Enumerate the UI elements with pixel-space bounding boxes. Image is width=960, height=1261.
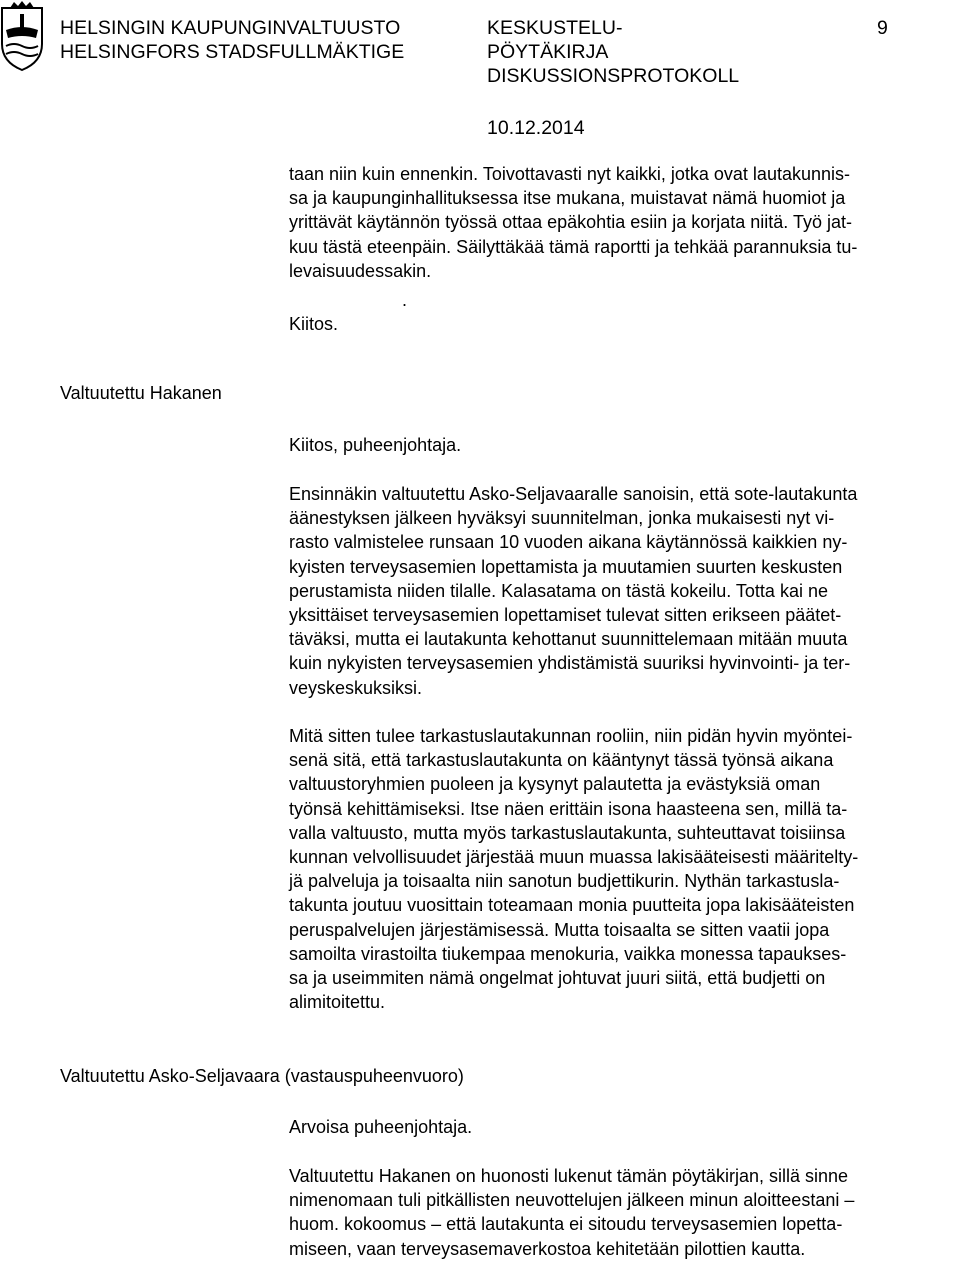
doc-type-finnish: KESKUSTELU- xyxy=(487,17,623,39)
document-header-organization xyxy=(60,16,404,64)
speech-greeting: Kiitos, puheenjohtaja. xyxy=(289,435,462,455)
speech-paragraph-3: Valtuutettu Hakanen on huonosti lukenut tämän pöytäkirjan, sillä sinne nimenomaan tuli pitkällisten neuvottelujen jälkeen minun aloitteestani – huom. kokoomus – että lautakunta ei sitoudu terveysasemien lopetta- miseen, vaan terveysasemaverkostoa kehitetään pilottien kautta. xyxy=(289,1166,855,1259)
document-date: 10.12.2014 xyxy=(487,117,585,139)
speaker-name-hakanen: Valtuutettu Hakanen xyxy=(60,383,222,403)
org-name-swedish: HELSINGFORS STADSFULLMÄKTIGE xyxy=(60,41,405,63)
document-header-type xyxy=(487,16,739,88)
helsinki-coat-of-arms-icon xyxy=(0,0,44,72)
doc-type-swedish: DISKUSSIONSPROTOKOLL xyxy=(487,65,740,87)
speech-paragraph-1: Ensinnäkin valtuutettu Asko-Seljavaaralle sanoisin, että sote-lautakunta äänestyksen jälkeen hyväksyi suunnitelman, jonka mukaisesti nyt vi- rasto valmistelee runsaan 10 vuoden aikana käytännössä kaikkien ny- kyisten terveysasemien lopettamista ja muutamien suurten keskusten perustamista niiden tilalle. Kalasatama on tästä kokeilu. Totta kai ne yksittäiset terveysasemien lopettamiset tulevat sitten erikseen päätet- täväksi, mutta ei lautakunta kehottanut suunnittelemaan mitään muuta kuin nykyisten terveysasemien yhdistämistä suuriksi hyvinvointi- ja ter- veyskeskuksiksi. xyxy=(289,484,858,698)
speech-greeting-2: Arvoisa puheenjohtaja. xyxy=(289,1117,473,1137)
page-number: 9 xyxy=(877,17,888,39)
speech-paragraph-2: Mitä sitten tulee tarkastuslautakunnan rooliin, niin pidän hyvin myöntei- senä sitä, että tarkastuslautakunta on kääntynyt tässä työnsä aikana valtuustoryhmien puoleen ja kysynyt palautetta ja evästyksiä oman työnsä kehittämiseksi. Itse näen erittäin isona haasteena sen, millä ta- valla valtuusto, mutta myös tarkastuslautakunta, suhteuttavat toisiinsa kunnan velvollisuudet järjestää muun muassa lakisääteisesti määritelty- jä palveluja ja toisaalta niin sanotun budjettikurin. Nythän tarkastusla- takunta joutuu vuosittain toteamaan monia puutteita jopa lakisääteisten peruspalvelujen järjestämisessä. Mutta toisaalta se sitten vaatii jopa samoilta virastoilta tiukempaa menokuria, vaikka monessa tapaukses- sa ja useimmiten nämä ongelmat johtuvat juuri siitä, että budjetti on alimitoitettu. xyxy=(289,726,859,1013)
paragraph-continuation: taan niin kuin ennenkin. Toivottavasti nyt kaikki, jotka ovat lautakunnis- sa ja kaupunginhallituksessa itse mukana, muistavat nämä huomiot ja yrittävät käytännön työssä ottaa epäkohtia esiin ja korjata niitä. Työ jat- kuu tästä eteenpäin. Säilyttäkää tämä raportti ja tehkää parannuksia tu- levaisuudessakin. xyxy=(289,164,858,281)
stray-dot: . xyxy=(402,290,408,310)
thanks-text: Kiitos. xyxy=(289,314,339,334)
doc-type-finnish-2: PÖYTÄKIRJA xyxy=(487,41,609,63)
org-name-finnish: HELSINGIN KAUPUNGINVALTUUSTO xyxy=(60,17,401,39)
speaker-name-asko-seljavaara: Valtuutettu Asko-Seljavaara (vastauspuheenvuoro) xyxy=(60,1066,464,1086)
